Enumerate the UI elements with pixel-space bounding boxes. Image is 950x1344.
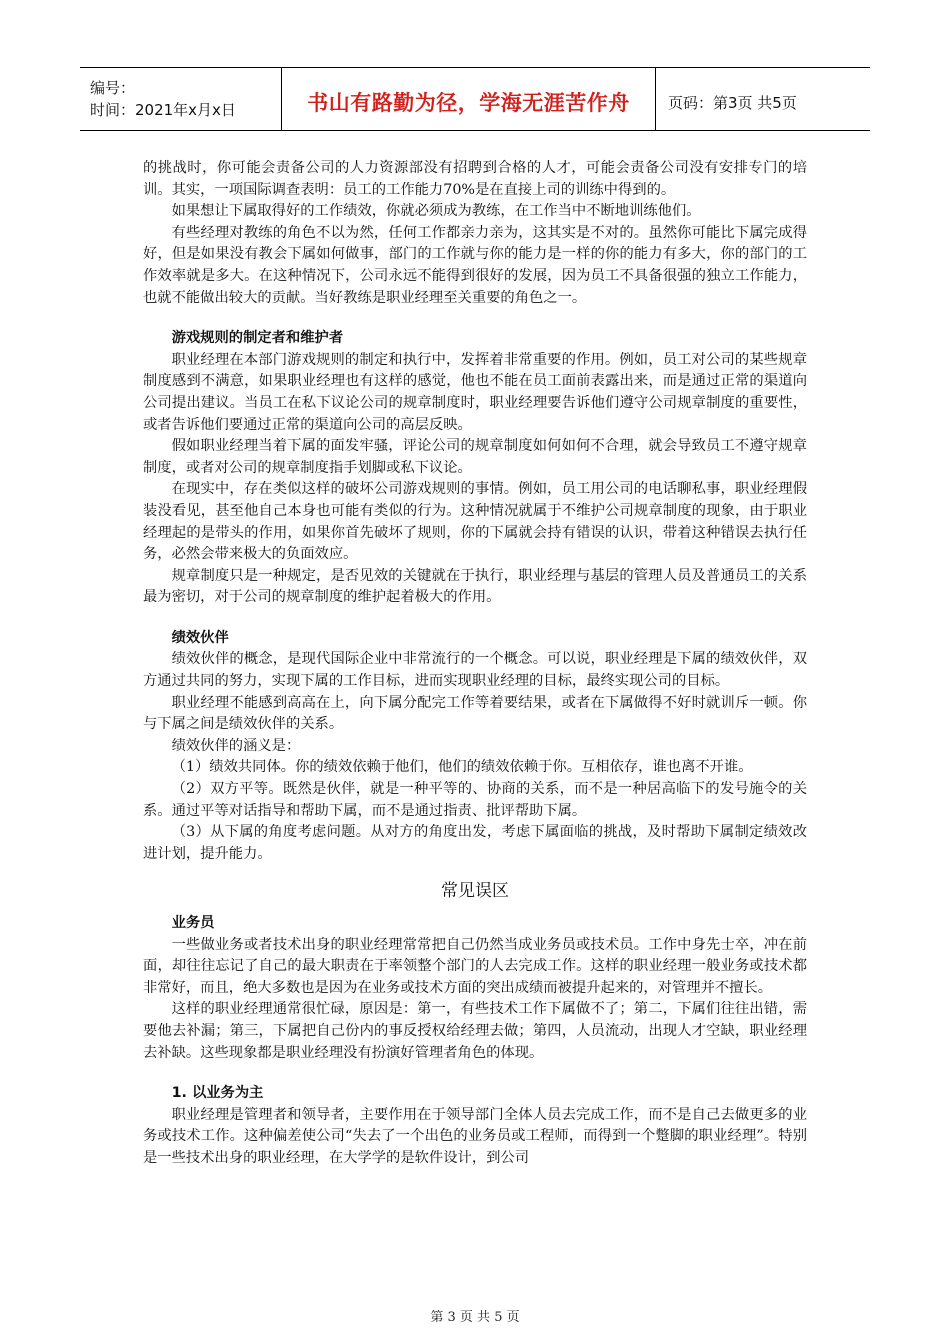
motto-text: 书山有路勤为径，学海无涯苦作舟: [307, 91, 630, 115]
page-header: [80, 67, 870, 131]
paragraph: 职业经理是管理者和领导者，主要作用在于领导部门全体人员去完成工作，而不是自己去做更多的业务或技术工作。这种偏差使公司“失去了一个出色的业务员或工程师，而得到一个蹩脚的职业经理”。特别是一些技术出身的职业经理，在大学学的是软件设计，到公司: [143, 1106, 807, 1166]
paragraph: 职业经理不能感到高高在上，向下属分配完工作等着要结果，或者在下属做得不好时就训斥一顿。你与下属之间是绩效伙伴的关系。: [143, 694, 807, 733]
chapter-title: 常见误区: [441, 881, 509, 902]
paragraph: 绩效伙伴的概念，是现代国际企业中非常流行的一个概念。可以说，职业经理是下属的绩效伙伴，双方通过共同的努力，实现下属的工作目标，进而实现职业经理的目标，最终实现公司的目标。: [143, 651, 807, 690]
paragraph: 绩效伙伴的涵义是：: [171, 737, 301, 754]
doc-number-label: 编号：: [90, 79, 136, 97]
paragraph: 假如职业经理当着下属的面发牢骚，评论公司的规章制度如何如何不合理，就会导致员工不遵守规章制度，或者对公司的规章制度指手划脚或私下议论。: [143, 438, 807, 476]
page-footer: 第 3 页 共 5 页: [430, 1310, 520, 1325]
paragraph: 的挑战时，你可能会责备公司的人力资源部没有招聘到合格的人才，可能会责备公司没有安排专门的培训。其实，一项国际调查表明：员工的工作能力70%是在直接上司的训练中得到的。: [143, 160, 807, 198]
header-meta: [80, 68, 282, 130]
header-motto-cell: [282, 68, 656, 130]
paragraph: 在现实中，存在类似这样的破坏公司游戏规则的事情。例如，员工用公司的电话聊私事，职业经理假装没看见，甚至他自己本身也可能有类似的行为。这种情况就属于不维护公司规章制度的现象，由于职业经理起的是带头的作用，如果你首先破坏了规则，你的下属就会持有错误的认识，带着这种错误去执行任务，必然会带来极大的负面效应。: [143, 481, 807, 563]
page-info-text: 页码：第3页 共5页: [668, 93, 797, 112]
paragraph: 如果想让下属取得好的工作绩效，你就必须成为教练，在工作当中不断地训练他们。: [171, 203, 701, 220]
document-body: [143, 158, 807, 1170]
paragraph: 职业经理在本部门游戏规则的制定和执行中，发挥着非常重要的作用。例如，员工对公司的某些规章制度感到不满意，如果职业经理也有这样的感觉，他也不能在员工面前表露出来，而是通过正常的渠道向公司提出建议。当员工在私下议论公司的规章制度时，职业经理要告诉他们遵守公司规章制度的重要性，或者告诉他们要通过正常的渠道向公司的高层反映。: [143, 351, 807, 433]
paragraph: 一些做业务或者技术出身的职业经理常常把自己仍然当成业务员或技术员。工作中身先士卒，冲在前面，却往往忘记了自己的最大职责在于率领整个部门的人去完成工作。这样的职业经理一般业务或技术都非常好，而且，绝大多数也是因为在业务或技术方面的突出成绩而被提升起来的，对管理并不擅长。: [143, 936, 807, 996]
section-heading: 1. 以业务为主: [171, 1085, 264, 1102]
header-page-info: [656, 68, 870, 130]
list-item: （2）双方平等。既然是伙伴，就是一种平等的、协商的关系，而不是一种居高临下的发号施令的关系。通过平等对话指导和帮助下属，而不是通过指责、批评帮助下属。: [143, 781, 807, 819]
paragraph: 规章制度只是一种规定，是否见效的关键就在于执行，职业经理与基层的管理人员及普通员工的关系最为密切，对于公司的规章制度的维护起着极大的作用。: [143, 567, 807, 606]
paragraph: 这样的职业经理通常很忙碌，原因是：第一，有些技术工作下属做不了；第二，下属们往往出错，需要他去补漏；第三，下属把自己份内的事反授权给经理去做；第四，人员流动，出现人才空缺，职业经理去补缺。这些现象都是职业经理没有扮演好管理者角色的体现。: [143, 1001, 807, 1061]
doc-time-label: 时间：2021年x月x日: [90, 101, 236, 119]
paragraph: 有些经理对教练的角色不以为然，任何工作都亲力亲为，这其实是不对的。虽然你可能比下属完成得好，但是如果没有教会下属如何做事，部门的工作就与你的能力是一样的你的能力有多大，你的部门的工作效率就是多大。在这种情况下，公司永远不能得到很好的发展，因为员工不具备很强的独立工作能力，也就不能做出较大的贡献。当好教练是职业经理至关重要的角色之一。: [143, 224, 807, 306]
section-heading: 游戏规则的制定者和维护者: [171, 330, 344, 347]
section-heading: 绩效伙伴: [171, 629, 229, 646]
list-item: （3）从下属的角度考虑问题。从对方的角度出发，考虑下属面临的挑战，及时帮助下属制定绩效改进计划，提升能力。: [143, 824, 807, 862]
section-heading: 业务员: [171, 915, 215, 931]
list-item: （1）绩效共同体。你的绩效依赖于他们，他们的绩效依赖于你。互相依存，谁也离不开谁。: [171, 759, 753, 776]
